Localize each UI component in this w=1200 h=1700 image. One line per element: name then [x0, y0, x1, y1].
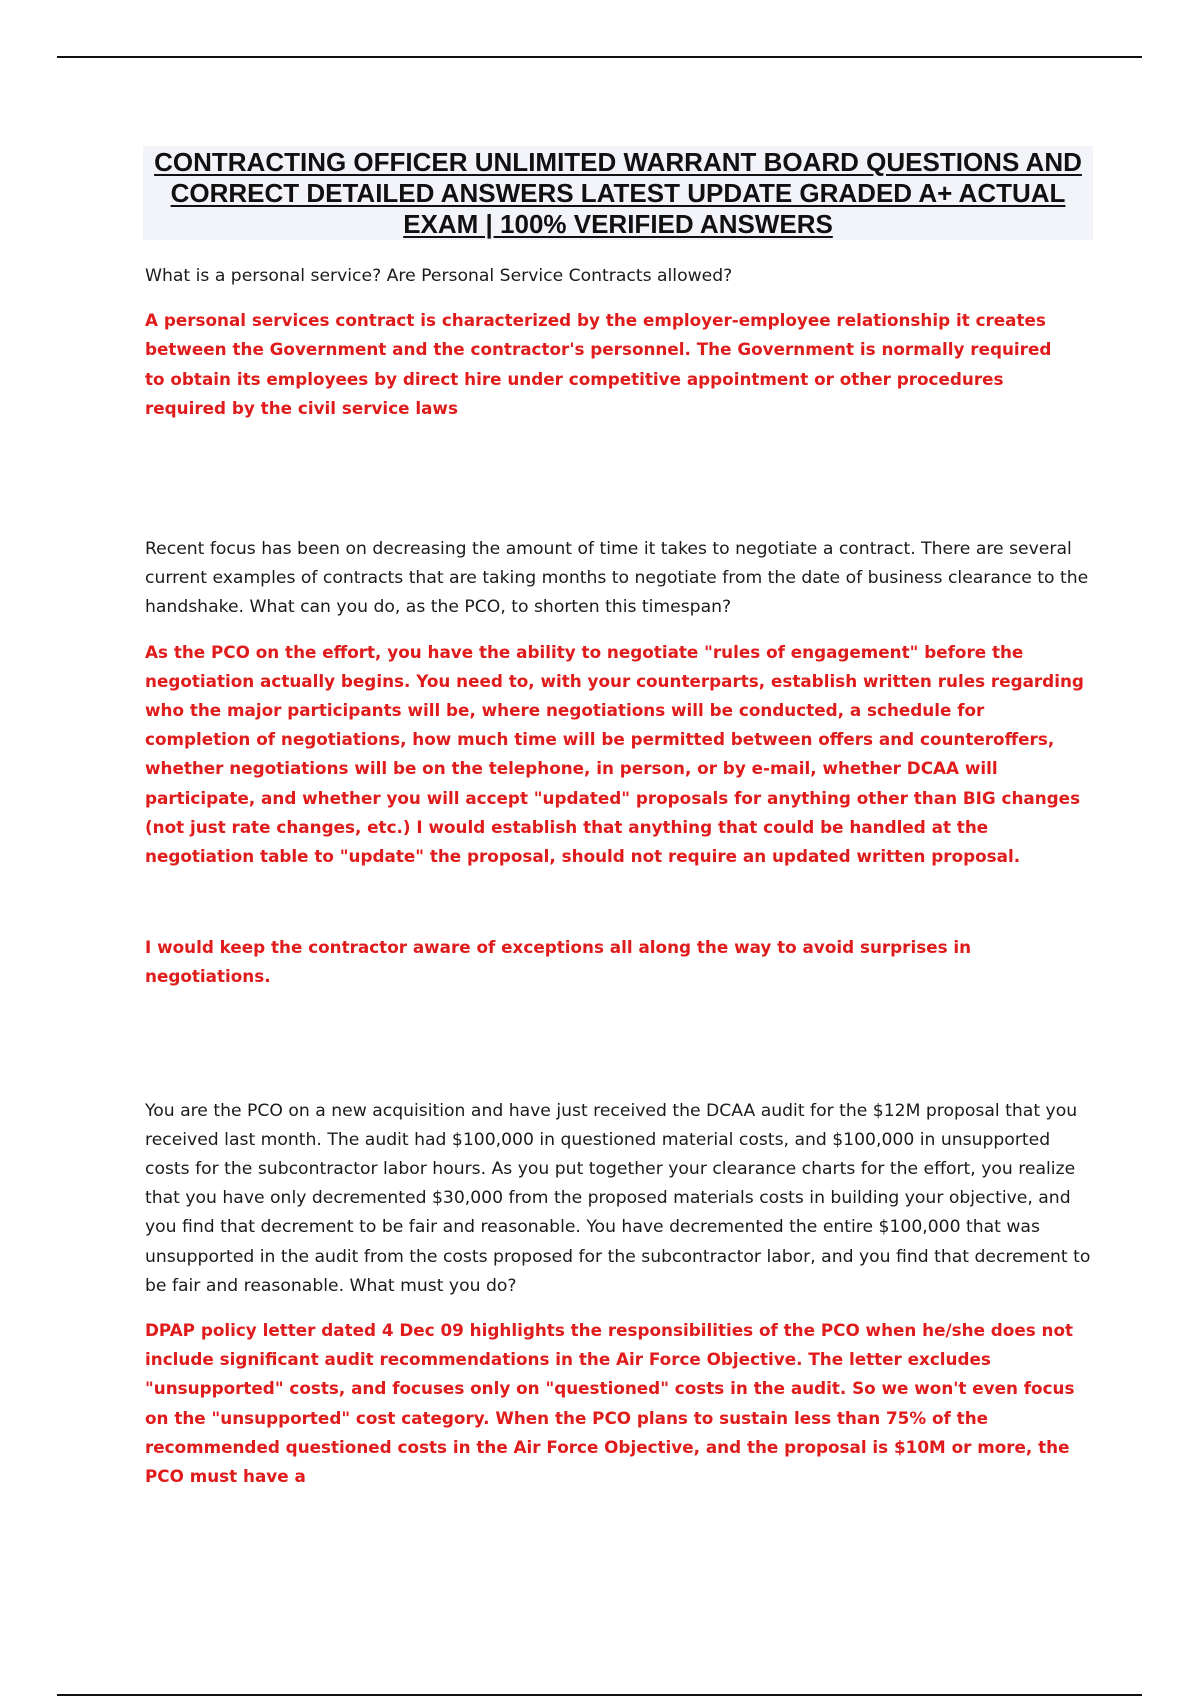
answer-3: DPAP policy letter dated 4 Dec 09 highlights the responsibilities of the PCO when he/she does not include significant audit recommendations in the Air Force Objective. The letter excludes "unsupported" costs, and focuses only on "questioned" costs in the audit. So we won't even focus on the "unsupported" cost category. When the PCO plans to sustain less than 75% of the recommended questioned costs in the Air Force Objective, and the proposal is $10M or more, the PCO must have a [145, 1320, 1075, 1487]
answer-2: As the PCO on the effort, you have the ability to negotiate "rules of engagement" before the negotiation actually begins. You need to, with your counterparts, establish written rules regarding who the major participants will be, where negotiations will be conducted, a schedule for completion of negotiations, how much time will be permitted between offers and counteroffers, whether negotiations will be on the telephone, in person, or by e-mail, whether DCAA will participate, and whether you will accept "updated" proposals for anything other than BIG changes (not just rate changes, etc.) I would establish that anything that could be handled at the negotiation table to "update" the proposal, should not require an updated written proposal. [145, 641, 1084, 867]
document-title: CONTRACTING OFFICER UNLIMITED WARRANT BOARD QUESTIONS AND CORRECT DETAILED ANSWERS LATEST UPDATE GRADED A+ ACTUAL EXAM | 100% VERIFIED ANSWERS [154, 146, 1082, 239]
question-1: What is a personal service? Are Personal Service Contracts allowed? [145, 266, 733, 286]
answer-2-followup: I would keep the contractor aware of exceptions all along the way to avoid surprises in negotiations. [145, 937, 972, 987]
question-2: Recent focus has been on decreasing the amount of time it takes to negotiate a contract. There are several current examples of contracts that are taking months to negotiate from the date of business clearance to the handshake. What can you do, as the PCO, to shorten this timespan? [145, 539, 1089, 618]
bottom-rule [57, 1694, 1142, 1696]
title-banner [143, 146, 1093, 240]
answer-1: A personal services contract is characterized by the employer-employee relationship it creates between the Government and the contractor's personnel. The Government is normally required to obtain its employees by direct hire under competitive appointment or other procedures required by the civil service laws [145, 310, 1052, 418]
question-3: You are the PCO on a new acquisition and have just received the DCAA audit for the $12M proposal that you received last month. The audit had $100,000 in questioned material costs, and $100,000 in unsupported costs for the subcontractor labor hours. As you put together your clearance charts for the effort, you realize that you have only decremented $30,000 from the proposed materials costs in building your objective, and you find that decrement to be fair and reasonable. You have decremented the entire $100,000 that was unsupported in the audit from the costs proposed for the subcontractor labor, and you find that decrement to be fair and reasonable. What must you do? [145, 1100, 1091, 1296]
top-rule [57, 56, 1142, 58]
document-body [145, 262, 1090, 1491]
